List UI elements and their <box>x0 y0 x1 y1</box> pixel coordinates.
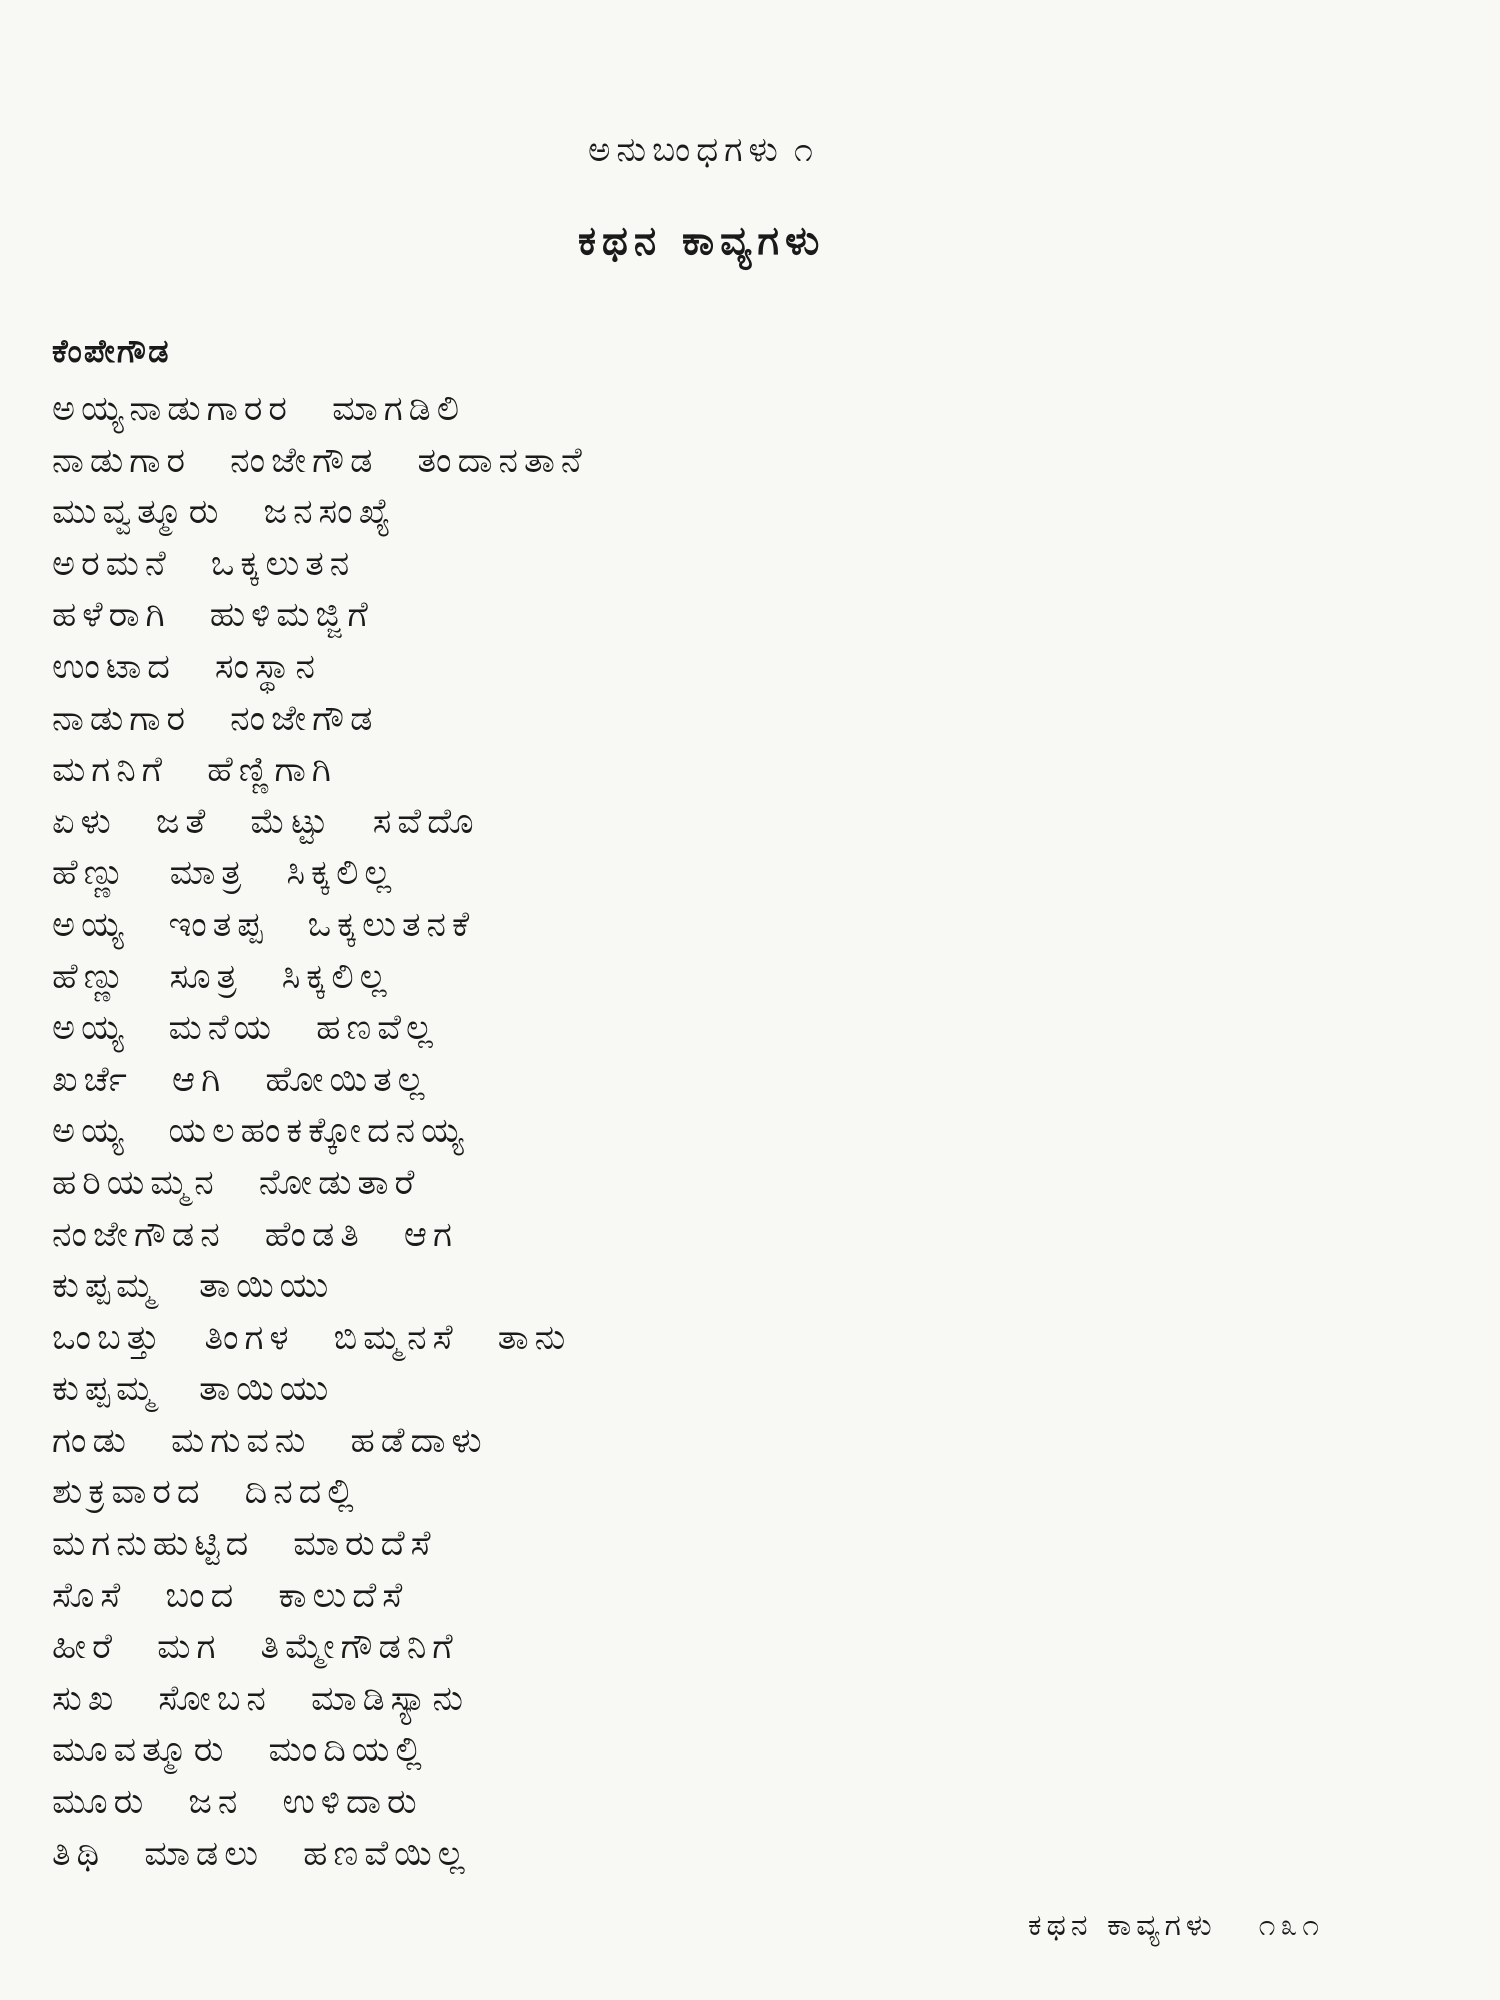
poem-line: ಶುಕ್ರವಾರದ ದಿನದಲ್ಲಿ <box>52 1472 360 1513</box>
poem-line: ಅಯ್ಯ ಮನೆಯ ಹಣವೆಲ್ಲ <box>52 1008 439 1049</box>
poem-line: ಮೂವತ್ಮೂರು ಮಂದಿಯಲ್ಲಿ <box>52 1730 428 1771</box>
poem-line: ಒಂಬತ್ತು ತಿಂಗಳ ಬಿಮ್ಮನಸೆ ತಾನು <box>52 1317 572 1358</box>
poem-line: ನಾಡುಗಾರ ನಂಜೇಗೌಡ ತಂದಾನತಾನೆ <box>52 440 588 481</box>
poem-line: ಸೊಸೆ ಬಂದ ಕಾಲುದೆಸೆ <box>52 1575 409 1616</box>
poem-line: ಹೀರೆ ಮಗ ತಿಮ್ಮೇಗೌಡನಿಗೆ <box>52 1627 459 1668</box>
section-label <box>588 130 819 170</box>
footer-running-title: ಕಥನ ಕಾವ್ಯಗಳು <box>1028 1908 1217 1943</box>
poem-line: ನಾಡುಗಾರ ನಂಜೇಗೌಡ <box>52 698 379 739</box>
poem-line: ಅರಮನೆ ಒಕ್ಕಲುತನ <box>52 543 356 584</box>
poem-line: ಗಂಡು ಮಗುವನು ಹಡೆದಾಳು <box>52 1420 488 1461</box>
poem-line: ಹೆಣ್ಣು ಸೂತ್ರ ಸಿಕ್ಕಲಿಲ್ಲ <box>52 956 393 997</box>
poem-line: ಹರಿಯಮ್ಮನ ನೋಡುತಾರೆ <box>52 1162 421 1203</box>
poem-line: ನಂಜೇಗೌಡನ ಹೆಂಡತಿ ಆಗ <box>52 1214 458 1255</box>
poem-line: ಉಂಟಾದ ಸಂಸ್ಥಾನ <box>52 646 321 687</box>
poem-line: ತಿಥಿ ಮಾಡಲು ಹಣವೆಯಿಲ್ಲ <box>52 1833 471 1874</box>
poem-title: ಕೆಂಪೇಗೌಡ <box>52 332 171 370</box>
poem-line: ಮಗನುಹುಟ್ಟಿದ ಮಾರುದೆಸೆ <box>52 1524 437 1565</box>
poem-line: ಅಯ್ಯನಾಡುಗಾರರ ಮಾಗಡಿಲಿ <box>52 389 465 429</box>
poem-line: ಹಳೆರಾಗಿ ಹುಳಿಮಜ್ಜಿಗೆ <box>52 595 374 636</box>
page-footer <box>1028 1908 1324 1943</box>
page-title: ಕಥನ ಕಾವ್ಯಗಳು <box>578 218 826 264</box>
section-number: ೧ <box>793 130 819 170</box>
poem-line: ಹೆಣ್ಣು ಮಾತ್ರ ಸಿಕ್ಕಲಿಲ್ಲ <box>52 853 398 894</box>
poem-line: ಅಯ್ಯ ಇಂತಪ್ಪ ಒಕ್ಕಲುತನಕೆ <box>52 904 476 945</box>
poem-line: ಅಯ್ಯ ಯಲಹಂಕಕ್ಕೋದನಯ್ಯ <box>52 1111 470 1152</box>
poem-line: ಮೂರು ಜನ ಉಳಿದಾರು <box>52 1782 423 1823</box>
poem-line: ಮುವ್ವತ್ಮೂರು ಜನಸಂಖ್ಯೆ <box>52 492 397 533</box>
section-label-text: ಅನುಬಂಧಗಳು <box>588 130 784 170</box>
poem-line: ಕುಪ್ಪಮ್ಮ ತಾಯಿಯು <box>52 1369 335 1410</box>
poem-line: ಮಗನಿಗೆ ಹೆಣ್ಣಿಗಾಗಿ <box>52 750 337 791</box>
poem-line: ಕುಪ್ಪಮ್ಮ ತಾಯಿಯು <box>52 1266 335 1307</box>
poem-line: ಏಳು ಜತೆ ಮೆಟ್ಟು ಸವೆದೊ <box>52 801 480 842</box>
poem-line: ಸುಖ ಸೋಬನ ಮಾಡಿಸ್ಯಾನು <box>52 1678 470 1719</box>
poem-line: ಖರ್ಚೆ ಆಗಿ ಹೋಯಿತಲ್ಲ <box>52 1059 431 1100</box>
page-number: ೧೩೧ <box>1258 1908 1325 1943</box>
poem-lines <box>52 384 588 1880</box>
